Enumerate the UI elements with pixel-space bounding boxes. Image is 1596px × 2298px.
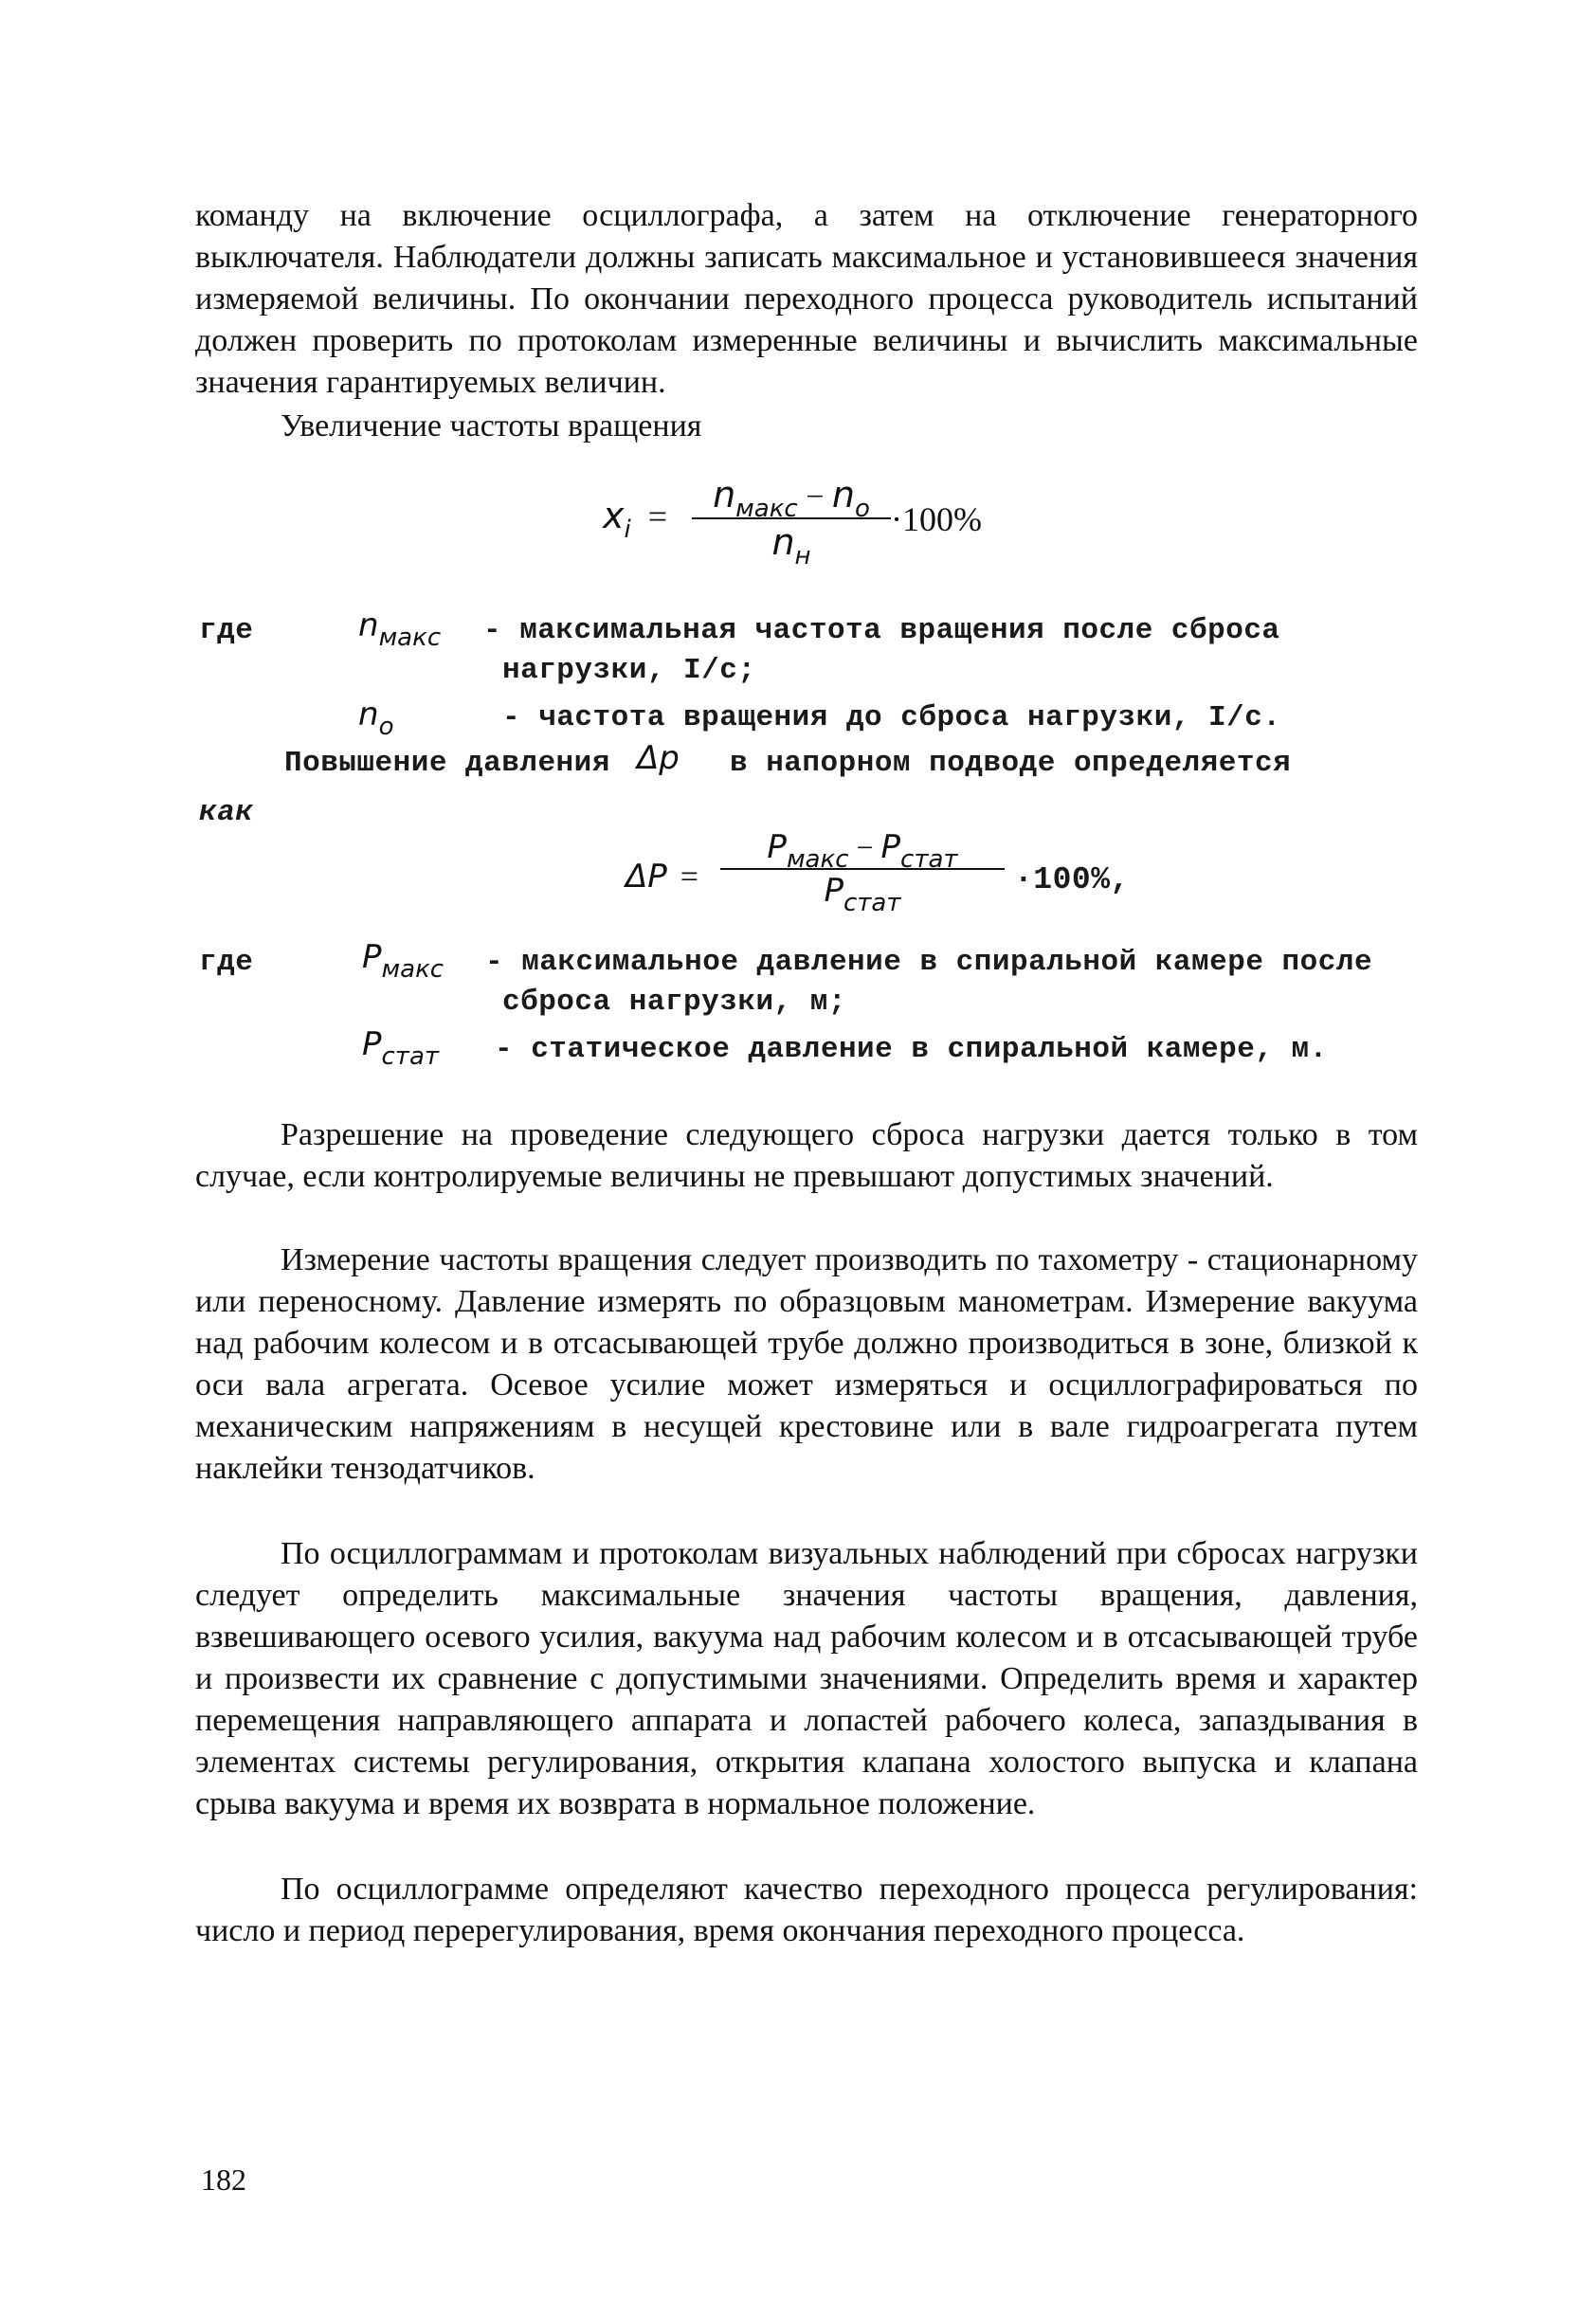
legend1-item1-sym: n	[358, 606, 379, 644]
legend1-item1-text-line2: нагрузки, I/c;	[502, 654, 756, 687]
legend2-item2-text: - статическое давление в спиральной камере, м.	[495, 1033, 1328, 1066]
legend2-item1-sym: P	[362, 938, 382, 976]
legend2-item1-sub: макс	[381, 955, 444, 984]
legend2-where: где	[199, 946, 254, 979]
paragraph-1: команду на включение осциллографа, а затем на отключение генераторного выключателя. Наблюдатели должны записать максимальное и установившееся значения измеряемой величины. По окончании переходного процесса руководитель испытаний должен проверить по протоколам измеренные величины и вычислить максимальные значения гарантируемых величин.	[195, 198, 1418, 400]
legend1-item2-text: - частота вращения до сброса нагрузки, I/c.	[502, 701, 1281, 734]
formula2-tail: ·100%,	[1014, 862, 1130, 897]
paragraph-oscillograms: По осциллограммам и протоколам визуальных наблюдений при сбросах нагрузки следует определить максимальные значения частоты вращения, давления, взвешивающего осевого усилия, вакуума над рабочим колесом и в отсасывающей трубе и произвести их сравнение с допустимыми значениями. Определить время и характер перемещения направляющего аппарата и лопастей рабочего колеса, запаздывания в элементах системы регулирования, открытия клапана холостого выпуска и клапана срыва вакуума и время их возврата в нормальное положение.	[195, 1536, 1418, 1821]
legend2-item2-sym: P	[362, 1025, 382, 1063]
formula2-eq: =	[680, 859, 698, 895]
legend2-item1-text-line2: сброса нагрузки, м;	[502, 986, 846, 1019]
pressure-intro-text-a: Повышение давления	[284, 747, 610, 780]
pressure-intro-kak: как	[199, 796, 254, 829]
formula1-den-sub: н	[794, 542, 811, 570]
formula1-num-second-sub: o	[855, 495, 870, 523]
formula2-num-a: P	[767, 828, 787, 866]
formula2-den: P	[824, 872, 843, 910]
formula1-num-main-sub: макс	[735, 495, 798, 523]
pressure-intro-symbol: Δp	[637, 739, 680, 777]
formula1-den: n	[771, 521, 795, 563]
legend2-item2-sub: стат	[381, 1042, 440, 1071]
paragraph-next-load-shed: Разрешение на проведение следующего сброса нагрузки дается только в том случае, если контролируемые величины не превышают допустимых значений.	[195, 1117, 1418, 1194]
formula2-num-a-sub: макс	[786, 845, 849, 874]
legend1-item1-sub: макс	[378, 624, 442, 652]
legend1-item1-text-line1: - максимальная частота вращения после сброса	[483, 614, 1280, 647]
formula1-tail: ·100%	[891, 500, 982, 538]
paragraph-speed-increase: Увеличение частоты вращения	[281, 408, 702, 443]
legend1-item2-sub: o	[378, 713, 394, 741]
formula1-lhs-sub: i	[624, 516, 631, 544]
formula2-num-b-sub: стат	[900, 845, 958, 874]
page-number: 182	[201, 2162, 246, 2197]
legend2-item1-text-line1: - максимальное давление в спиральной камере после	[485, 946, 1373, 979]
legend1-item2-sym: n	[358, 696, 379, 733]
legend1-where: где	[199, 614, 254, 647]
formula2-fraction	[720, 828, 1005, 917]
formula2-minus: −	[848, 830, 881, 864]
formula1-minus: −	[797, 480, 832, 515]
formula1-eq: =	[647, 498, 668, 535]
pressure-intro-text-b: в напорном подводе определяется	[730, 747, 1292, 780]
formula2-den-sub: стат	[843, 889, 901, 917]
formula2-num-b: P	[880, 828, 901, 866]
formula1-fraction	[692, 474, 891, 570]
paragraph-quality: По осциллограмме определяют качество переходного процесса регулирования: число и период перерегулирования, время окончания переходного процесса.	[195, 1872, 1418, 1948]
formula1-num-second: n	[831, 474, 855, 516]
paragraph-measurement: Измерение частоты вращения следует производить по тахометру - стационарному или переносному. Давление измерять по образцовым манометрам. Измерение вакуума над рабочим колесом и в отсасывающей трубе должно производиться в зоне, близкой к оси вала агрегата. Осевое усилие может измеряться и осциллографироваться по механическим напряжениям в несущей крестовине или в вале гидроагрегата путем наклейки тензодатчиков.	[195, 1242, 1418, 1486]
formula2-lhs: ΔP	[626, 858, 667, 896]
formula1-lhs: x	[603, 495, 625, 536]
formula1-num-main: n	[713, 474, 736, 516]
